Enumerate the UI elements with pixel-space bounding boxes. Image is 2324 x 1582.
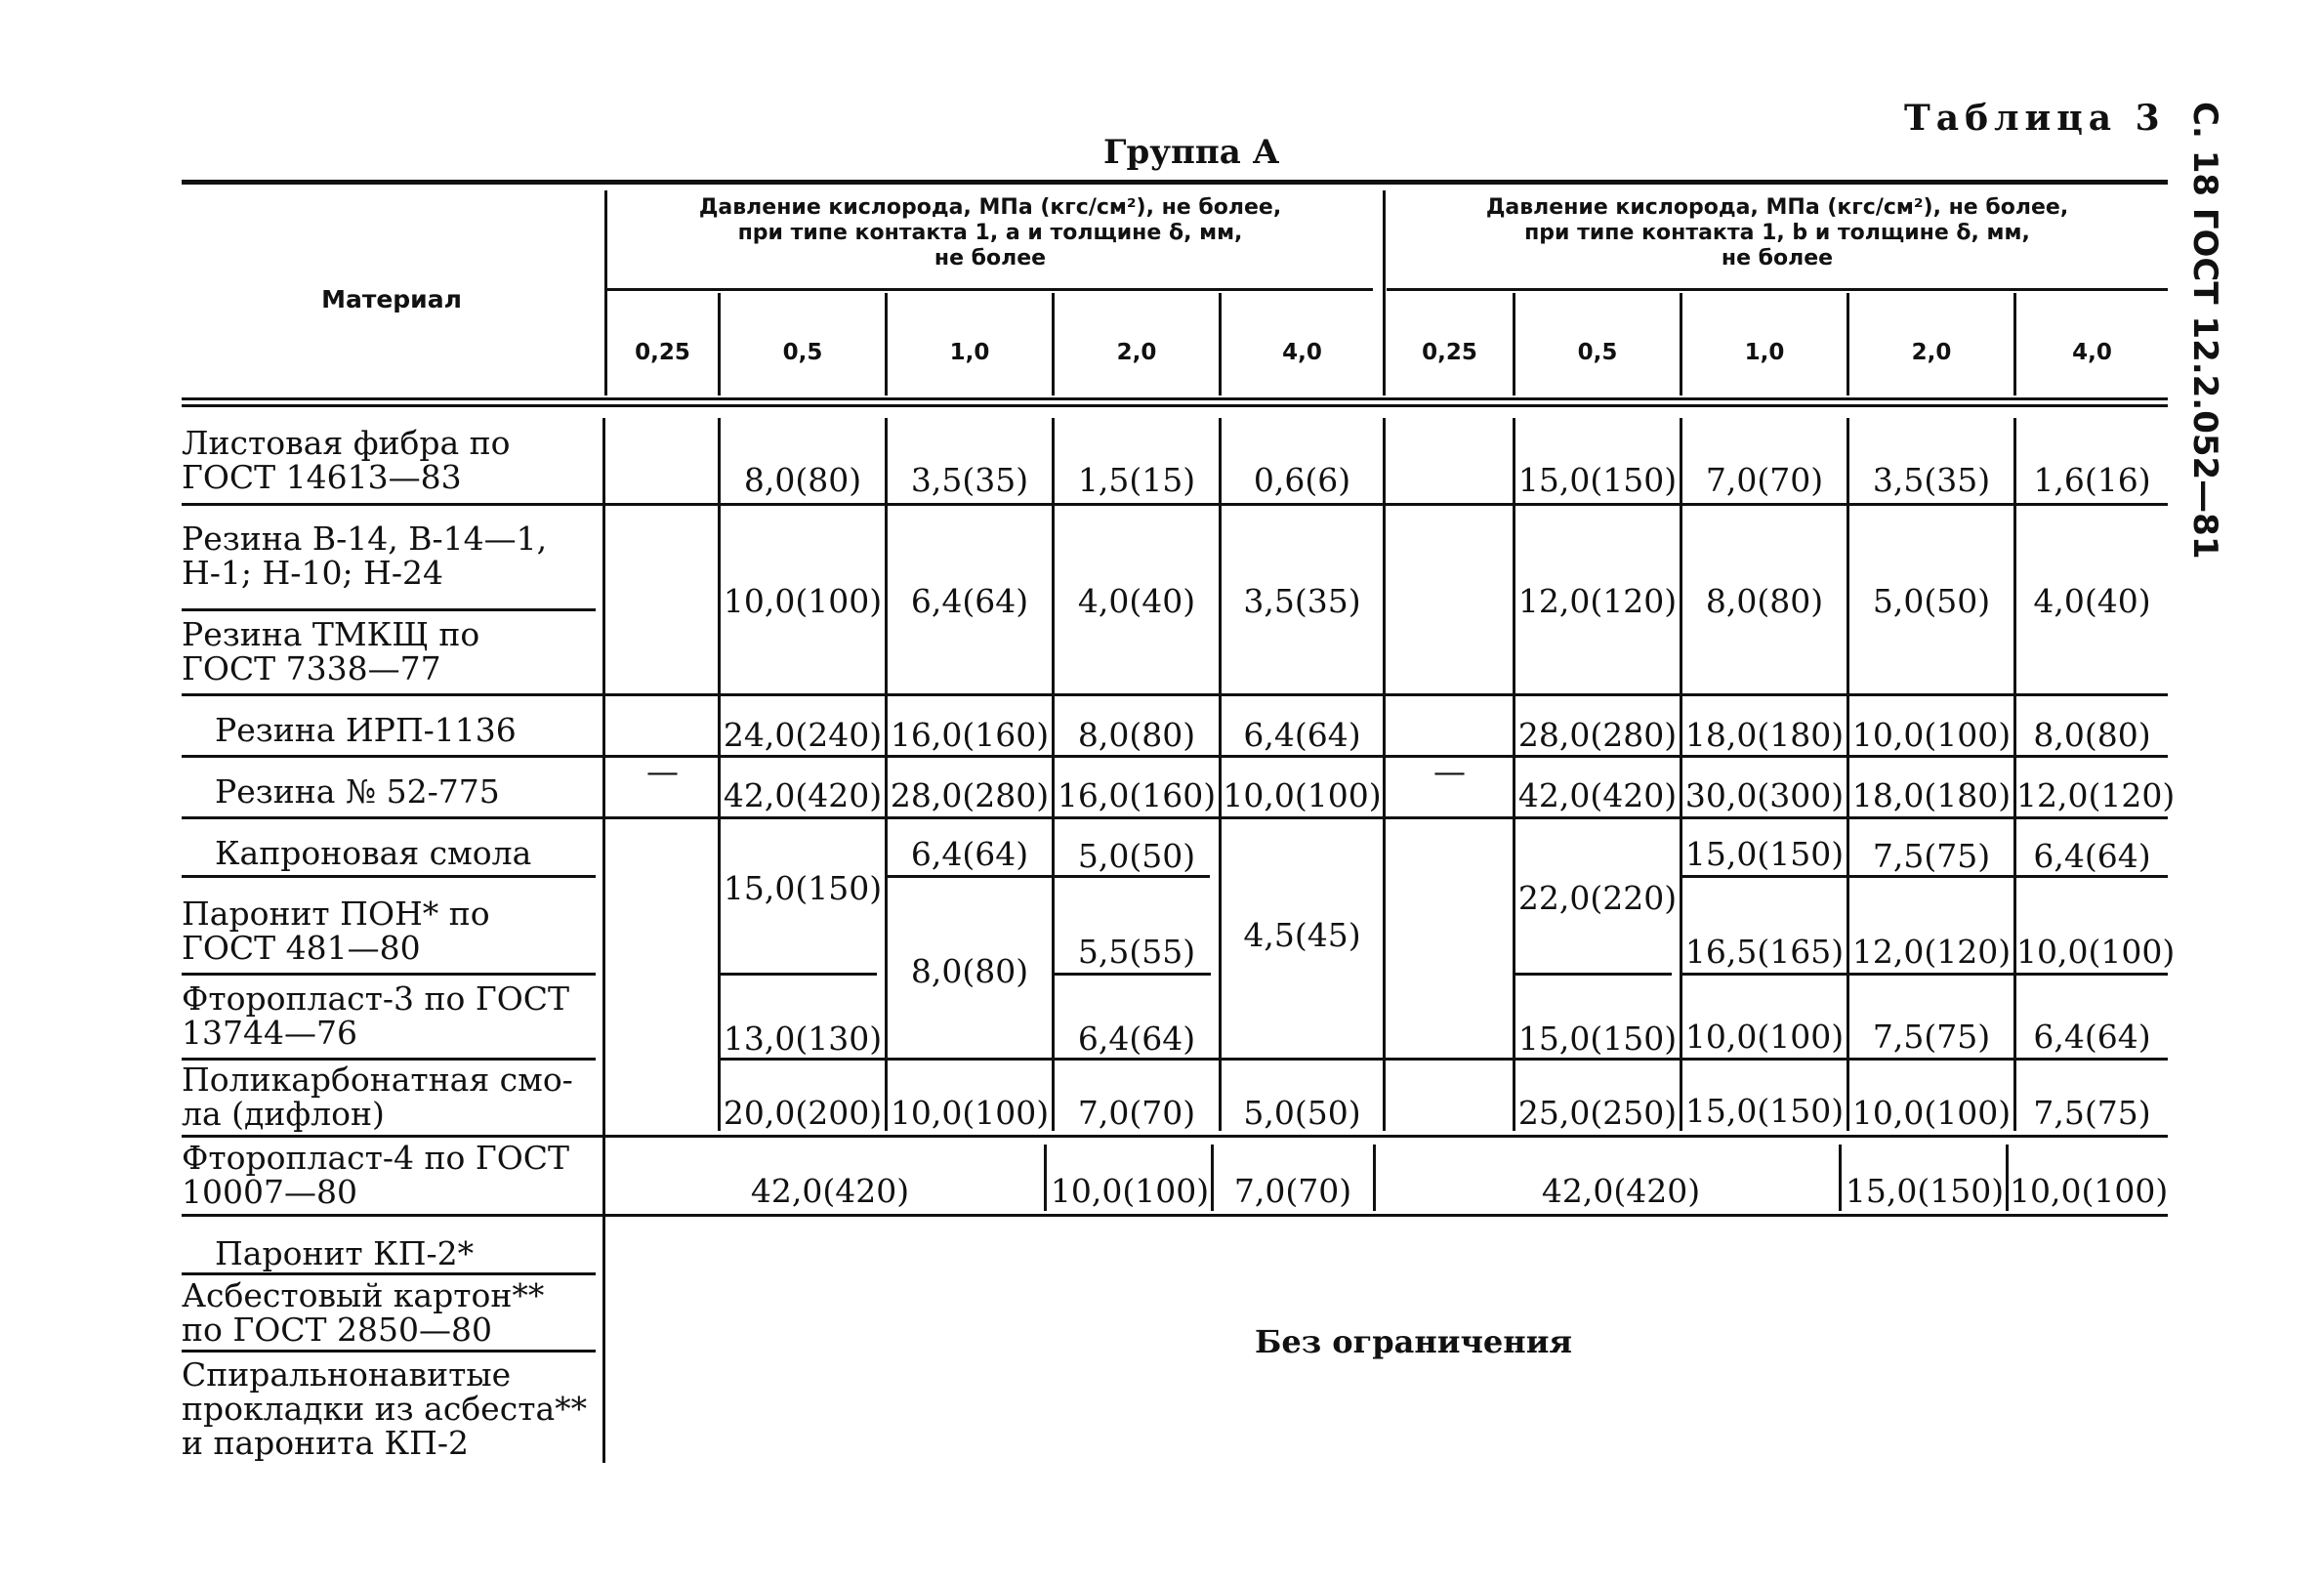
cell-fibra-a-10: 3,5(35) [910, 461, 1029, 499]
cell-kapron-a-20: 5,0(50) [1077, 837, 1196, 875]
cell-r52775-b-20: 18,0(180) [1851, 776, 2012, 814]
row-rule [182, 503, 2168, 506]
cell-fibra-a-05: 8,0(80) [743, 461, 862, 499]
row-rule [1055, 973, 1211, 976]
row-rule [182, 1214, 2168, 1217]
cell-rezina-a-10: 6,4(64) [910, 582, 1029, 620]
material-rezina-v14: Резина В-14, В-14—1, Н-1; Н-10; Н-24 [182, 520, 548, 592]
header-pressure-a: Давление кислорода, МПа (кгс/см²), не более, при типе контакта 1, а и толщине δ, мм, не более [698, 195, 1282, 271]
cell-f4-b-merged: 42,0(420) [1541, 1172, 1701, 1210]
cell-r52775-a-40: 10,0(100) [1223, 776, 1382, 814]
cell-kapron-b-20: 7,5(75) [1872, 837, 1991, 875]
thickness-a-05: 0,5 [782, 340, 823, 365]
cell-f4-a-40: 7,0(70) [1233, 1172, 1352, 1210]
header-pressure-b: Давление кислорода, МПа (кгс/см²), не более, при типе контакта 1, b и толщине δ, мм, не более [1485, 195, 2069, 271]
cell-pon-a-40: 4,5(45) [1243, 916, 1361, 954]
cell-fibra-b-20: 3,5(35) [1872, 461, 1991, 499]
dash-b-025: — [1433, 752, 1466, 790]
thickness-b-20: 2,0 [1911, 340, 1952, 365]
material-asbest-karton: Асбестовый картон** по ГОСТ 2850—80 [182, 1276, 545, 1349]
header-vline [1383, 190, 1386, 396]
material-rezina-tmkshch: Резина ТМКЩ по ГОСТ 7338—77 [182, 615, 480, 687]
cell-irp-b-10: 18,0(180) [1684, 716, 1845, 754]
thickness-b-05: 0,5 [1577, 340, 1618, 365]
row-rule [182, 1272, 596, 1275]
cell-irp-a-10: 16,0(160) [890, 716, 1050, 754]
cell-f4-a-20: 10,0(100) [1050, 1172, 1210, 1210]
cell-kapron-b-10: 15,0(150) [1684, 835, 1845, 873]
cell-r52775-a-20: 16,0(160) [1057, 776, 1217, 814]
cell-f4-b-40: 10,0(100) [2010, 1172, 2169, 1210]
cell-kapron-b-40: 6,4(64) [2033, 837, 2151, 875]
cell-f3-b-40: 6,4(64) [2033, 1018, 2151, 1056]
row-rule [182, 816, 2168, 819]
table-number: Таблица 3 [1904, 98, 2166, 139]
cell-pk-b-05: 25,0(250) [1517, 1094, 1678, 1132]
material-paronit-kp2: Паронит КП-2* [215, 1234, 475, 1272]
cell-irp-b-20: 10,0(100) [1851, 716, 2012, 754]
cell-fibra-b-10: 7,0(70) [1705, 461, 1824, 499]
cell-f3-a-20: 6,4(64) [1077, 1020, 1196, 1058]
cell-fibra-b-05: 15,0(150) [1517, 461, 1678, 499]
thickness-a-40: 4,0 [1282, 340, 1322, 365]
cell-pk-a-20: 7,0(70) [1077, 1094, 1196, 1132]
material-kapron: Капроновая смола [215, 834, 532, 872]
cell-pon-a-20: 5,5(55) [1077, 933, 1196, 971]
body-vline [1219, 418, 1222, 1131]
material-ftoroplast4: Фторопласт-4 по ГОСТ 10007—80 [182, 1139, 570, 1211]
cell-rezina-a-40: 3,5(35) [1243, 582, 1361, 620]
cell-kapron-a-10: 6,4(64) [910, 835, 1029, 873]
material-ftoroplast3: Фторопласт-3 по ГОСТ 13744—76 [182, 979, 570, 1052]
cell-rezina-a-05: 10,0(100) [723, 582, 883, 620]
body-vline [1383, 418, 1386, 1131]
cell-kapron-b-05: 22,0(220) [1517, 879, 1678, 917]
cell-irp-b-05: 28,0(280) [1517, 716, 1678, 754]
cell-irp-b-40: 8,0(80) [2033, 716, 2151, 754]
table-top-rule [182, 180, 2168, 185]
cell-kapron-a-05: 15,0(150) [723, 869, 883, 907]
cell-rezina-b-20: 5,0(50) [1872, 582, 1991, 620]
thickness-a-025: 0,25 [635, 340, 690, 365]
cell-f3-b-10: 10,0(100) [1684, 1018, 1845, 1056]
cell-r52775-b-40: 12,0(120) [2016, 776, 2176, 814]
material-spiral: Спиральнонавитые прокладки из асбеста** и паронита КП-2 [182, 1355, 588, 1462]
thickness-b-10: 1,0 [1744, 340, 1785, 365]
material-r52775: Резина № 52-775 [215, 772, 500, 811]
header-bottom-rule [182, 397, 2168, 400]
header-bottom-rule-2 [182, 404, 2168, 407]
row-rule [182, 1135, 2168, 1138]
material-irp1136: Резина ИРП-1136 [215, 711, 517, 749]
cell-fibra-a-20: 1,5(15) [1077, 461, 1196, 499]
row-rule [182, 973, 596, 976]
material-polikarbonat: Поликарбонатная смо- ла (дифлон) [182, 1061, 573, 1133]
header-material: Материал [321, 285, 462, 313]
cell-f3-a-05: 13,0(130) [723, 1020, 883, 1058]
cell-pk-b-10: 15,0(150) [1684, 1092, 1845, 1130]
row-rule [182, 1350, 596, 1353]
cell-pk-b-40: 7,5(75) [2033, 1094, 2151, 1132]
material-paronit-pon: Паронит ПОН* по ГОСТ 481—80 [182, 895, 490, 967]
dash-a-025: — [646, 752, 679, 790]
header-split-rule-b [1387, 288, 2168, 291]
cell-rezina-a-20: 4,0(40) [1077, 582, 1196, 620]
row-rule [1682, 973, 2168, 976]
cell-pk-a-40: 5,0(50) [1243, 1094, 1361, 1132]
no-limit-text: Без ограничения [1255, 1323, 1573, 1360]
cell-rezina-b-40: 4,0(40) [2033, 582, 2151, 620]
thickness-a-20: 2,0 [1116, 340, 1157, 365]
group-title: Группа А [1103, 133, 1280, 172]
cell-pon-b-10: 16,5(165) [1684, 933, 1845, 971]
cell-r52775-a-05: 42,0(420) [723, 776, 883, 814]
cell-pk-a-10: 10,0(100) [890, 1094, 1050, 1132]
row-rule [1515, 973, 1672, 976]
cell-r52775-b-05: 42,0(420) [1517, 776, 1678, 814]
header-split-rule-a [607, 288, 1373, 291]
row-rule [182, 608, 596, 611]
row-rule [721, 1058, 2168, 1061]
row-rule [721, 973, 877, 976]
body-vline [1373, 1145, 1376, 1211]
cell-pon-b-40: 10,0(100) [2016, 933, 2176, 971]
cell-fibra-b-40: 1,6(16) [2033, 461, 2151, 499]
cell-irp-a-40: 6,4(64) [1243, 716, 1361, 754]
cell-pon-a-10: 8,0(80) [910, 952, 1029, 990]
thickness-a-10: 1,0 [949, 340, 990, 365]
cell-f3-b-05: 15,0(150) [1517, 1020, 1678, 1058]
cell-irp-a-05: 24,0(240) [723, 716, 883, 754]
body-vline [1839, 1145, 1842, 1211]
cell-f3-b-20: 7,5(75) [1872, 1018, 1991, 1056]
page-side-label: С. 18 ГОСТ 12.2.052—81 [2185, 102, 2224, 560]
row-rule [182, 875, 596, 878]
row-rule [182, 755, 2168, 758]
cell-f4-b-20: 15,0(150) [1845, 1172, 2005, 1210]
cell-pon-b-20: 12,0(120) [1851, 933, 2012, 971]
cell-rezina-b-05: 12,0(120) [1517, 582, 1678, 620]
cell-r52775-a-10: 28,0(280) [890, 776, 1050, 814]
cell-pk-a-05: 20,0(200) [723, 1094, 883, 1132]
cell-f4-a-merged: 42,0(420) [750, 1172, 910, 1210]
body-vline [1044, 1145, 1047, 1211]
row-rule [182, 693, 2168, 696]
material-fibra: Листовая фибра по ГОСТ 14613—83 [182, 424, 511, 496]
thickness-b-025: 0,25 [1422, 340, 1477, 365]
thickness-b-40: 4,0 [2072, 340, 2112, 365]
row-rule [888, 875, 1210, 878]
cell-pk-b-20: 10,0(100) [1851, 1094, 2012, 1132]
row-rule [1682, 875, 2168, 878]
material-column-rule [602, 418, 605, 1463]
cell-fibra-a-40: 0,6(6) [1253, 461, 1351, 499]
cell-r52775-b-10: 30,0(300) [1684, 776, 1845, 814]
body-vline [885, 418, 888, 1131]
cell-rezina-b-10: 8,0(80) [1705, 582, 1824, 620]
cell-irp-a-20: 8,0(80) [1077, 716, 1196, 754]
